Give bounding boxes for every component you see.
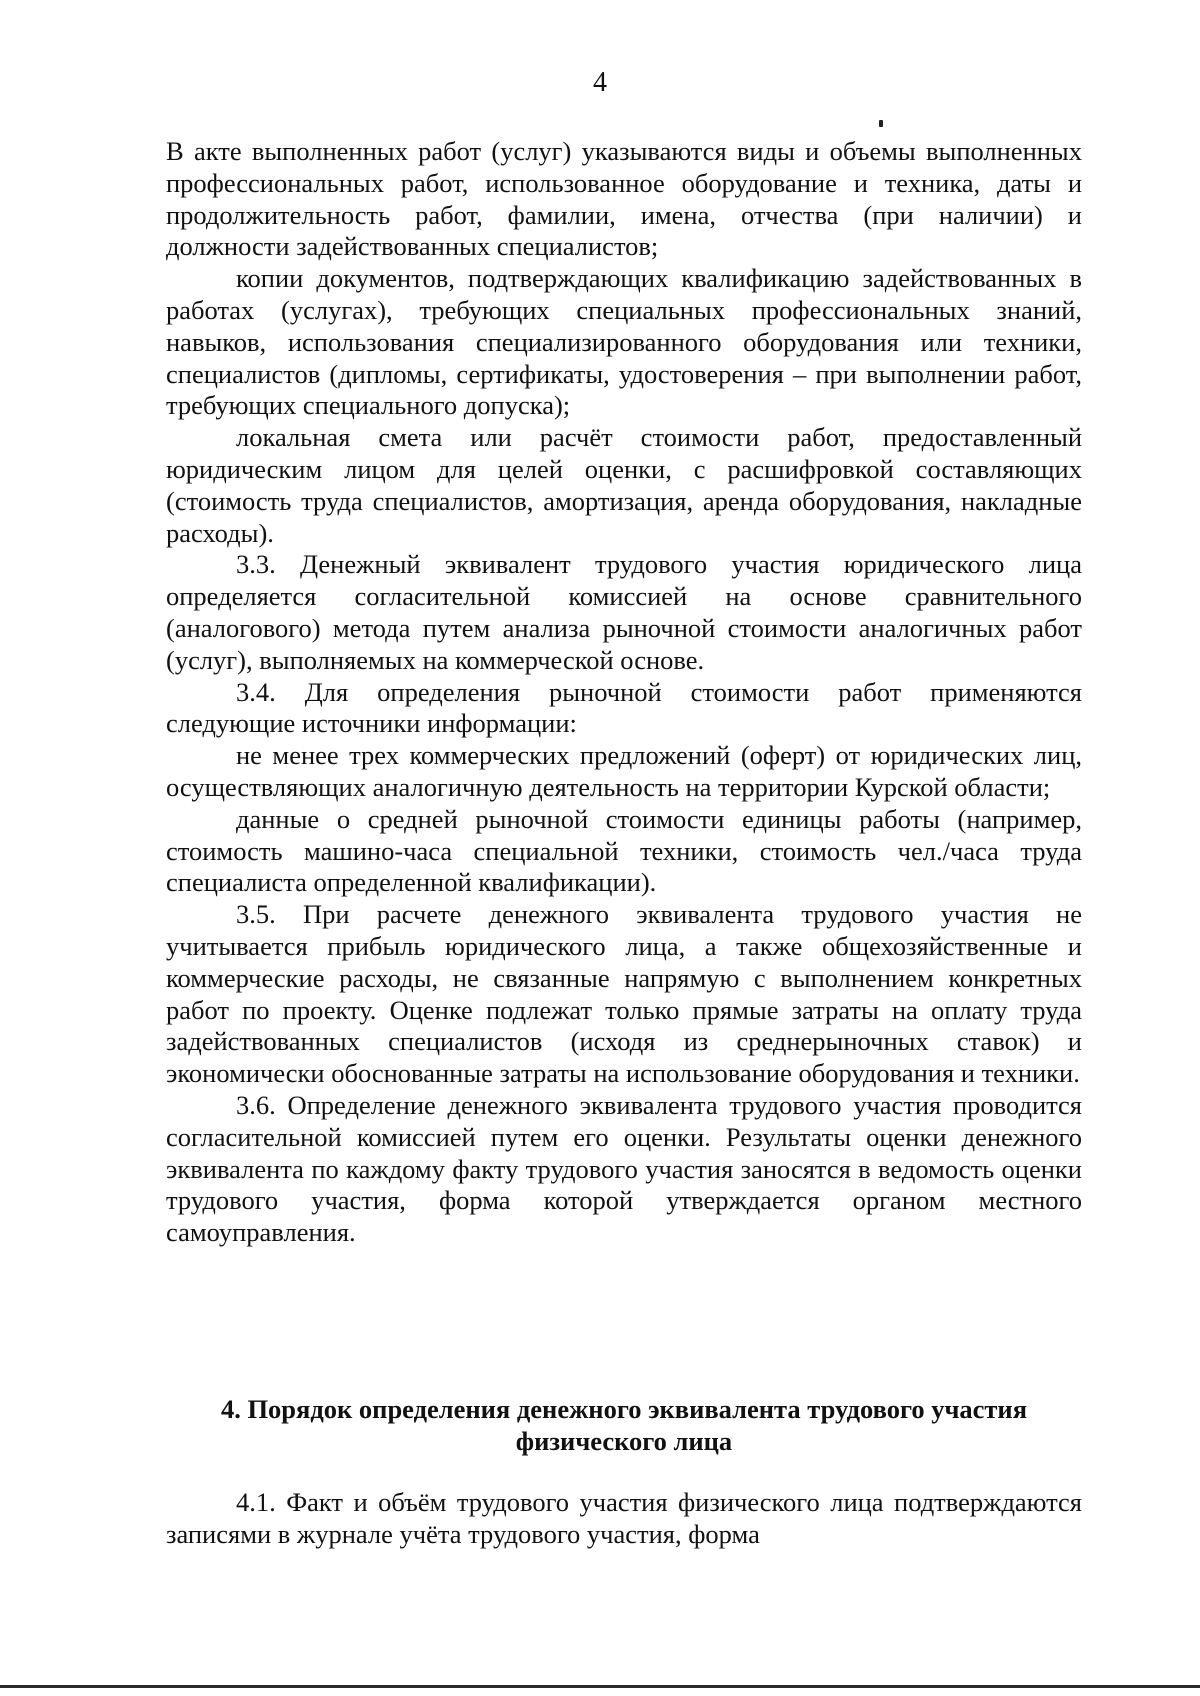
- section-body: [166, 1487, 1082, 1551]
- paragraph-3-5: 3.5. При расчете денежного эквивалента трудового участия не учитывается прибыль юридического лица, а также общехозяйственные и коммерческие расходы, не связанные напрямую с выполнением конкретных работ по проекту. Оценке подлежат только прямые затраты на оплату труда задействованных специалистов (исходя из среднерыночных ставок) и экономически обоснованные затраты на использование оборудования и техники.: [166, 899, 1082, 1089]
- document-body: [166, 136, 1082, 1249]
- paragraph-market-data: данные о средней рыночной стоимости единицы работы (например, стоимость машино-часа специальной техники, стоимость чел./часа труда специалиста определенной квалификации).: [166, 803, 1082, 898]
- paragraph-act-contents: В акте выполненных работ (услуг) указываются виды и объемы выполненных профессиональных работ, использованное оборудование и техника, даты и продолжительность работ, фамилии, имена, отчества (при наличии) и должности задействованных специалистов;: [166, 136, 1082, 262]
- paragraph-local-estimate: локальная смета или расчёт стоимости работ, предоставленный юридическим лицом для целей оценки, с расшифровкой составляющих (стоимость труда специалистов, амортизация, аренда оборудования, накладные расходы).: [166, 422, 1082, 548]
- section-heading: [166, 1393, 1082, 1457]
- paragraph-3-3: 3.3. Денежный эквивалент трудового участия юридического лица определяется согласительной комиссией на основе сравнительного (аналогового) метода путем анализа рыночной стоимости аналогичных работ (услуг), выполняемых на коммерческой основе.: [166, 549, 1082, 675]
- section-heading-line-1: 4. Порядок определения денежного эквивалента трудового участия: [220, 1394, 1028, 1424]
- section-heading-line-2: физического лица: [515, 1426, 733, 1456]
- paragraph-4-1: 4.1. Факт и объём трудового участия физического лица подтверждаются записями в журнале учёта трудового участия, форма: [166, 1487, 1082, 1549]
- scan-bottom-edge: [0, 1685, 1200, 1688]
- paragraph-3-6: 3.6. Определение денежного эквивалента трудового участия проводится согласительной комиссией путем его оценки. Результаты оценки денежного эквивалента по каждому факту трудового участия заносятся в ведомость оценки трудового участия, форма которой утверждается органом местного самоуправления.: [166, 1089, 1082, 1248]
- paragraph-qualification-copies: копии документов, подтверждающих квалификацию задействованных в работах (услугах), требующих специальных профессиональных знаний, навыков, использования специализированного оборудования или техники, специалистов (дипломы, сертификаты, удостоверения – при выполнении работ, требующих специального допуска);: [166, 263, 1082, 421]
- paragraph-offers: не менее трех коммерческих предложений (оферт) от юридических лиц, осуществляющих аналогичную деятельность на территории Курской области;: [166, 740, 1082, 802]
- paragraph-3-4: 3.4. Для определения рыночной стоимости работ применяются следующие источники информации:: [166, 676, 1082, 739]
- page-number: 4: [593, 67, 607, 98]
- scan-mark: [879, 120, 883, 127]
